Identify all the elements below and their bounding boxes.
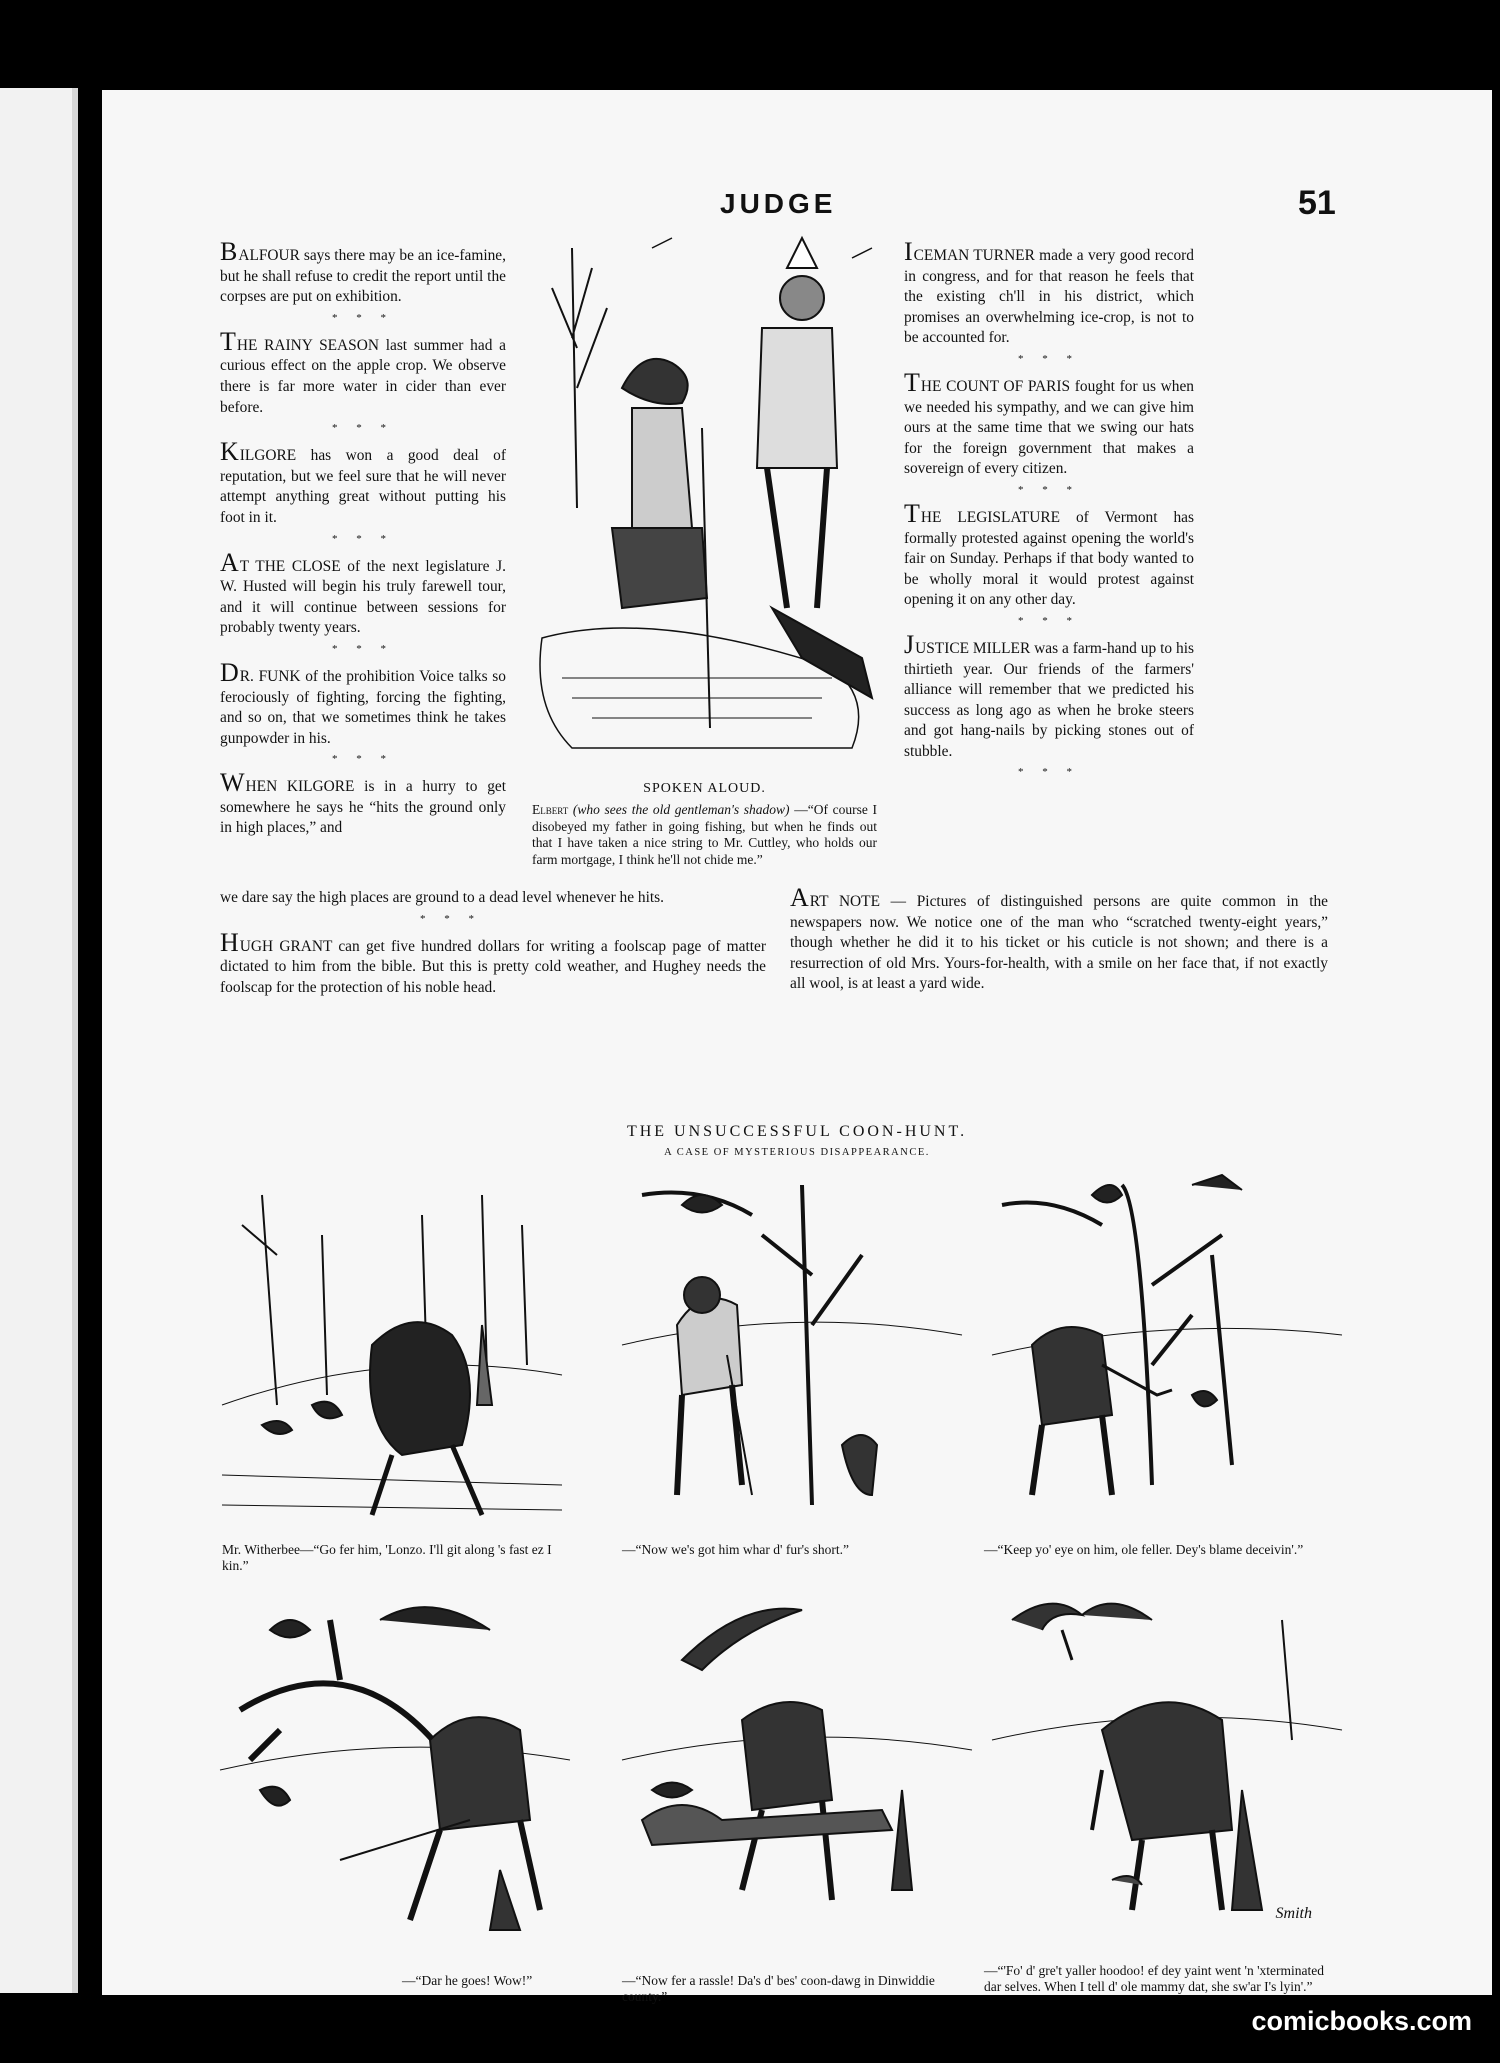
panel-5-caption: —“Now fer a rassle! Da's d' bes' coon-dawg in Dinwiddie county.” xyxy=(622,1973,935,2004)
paragraph-balfour: BALFOUR says there may be an ice-famine, but he shall refuse to credit the report until the corpses are put on exhibition. xyxy=(220,237,506,306)
separator: * * * xyxy=(1018,483,1080,496)
strip-panel-6 xyxy=(992,1590,1342,1965)
page-gutter xyxy=(72,88,78,1993)
strip-title: THE UNSUCCESSFUL COON-HUNT. xyxy=(626,1123,968,1140)
panel-2-drawing xyxy=(622,1175,962,1535)
fishing-scene-drawing xyxy=(532,228,877,763)
separator: * * * xyxy=(332,311,394,324)
illustration-caption xyxy=(532,802,877,868)
strip-panel-1 xyxy=(222,1175,562,1535)
illustration-title: SPOKEN ALOUD. xyxy=(643,781,766,796)
separator: * * * xyxy=(332,422,394,435)
left-page-edge xyxy=(0,88,78,1993)
magazine-page xyxy=(102,90,1492,2004)
panel-4-drawing xyxy=(220,1590,570,1965)
paragraph-justice-miller: JUSTICE MILLER was a farm-hand up to his thirtieth year. Our friends of the farmers' alliance will remember that we predicted his success as long ago as when he broke steers and got hang-nails by picking stones out of stubble. xyxy=(904,629,1194,760)
strip-panel-2 xyxy=(622,1175,962,1535)
magazine-title: JUDGE xyxy=(720,188,837,219)
paragraph-count-of-paris: THE COUNT OF PARIS fought for us when we needed his sympathy, and we can give him ours at the same time that we swing our hats for the foreign government that makes a sovereign of every citizen. xyxy=(904,367,1194,478)
strip-subtitle: A CASE OF MYSTERIOUS DISAPPEARANCE. xyxy=(664,1147,930,1158)
separator: * * * xyxy=(332,753,394,766)
caption-text: —“Of course I disobeyed my father in going fishing, but when he finds out that I have taken a nice string to Mr. Cuttley, who holds our farm mortgage, I think he'll not chide me.” xyxy=(532,802,878,867)
panel-3-caption: —“Keep yo' eye on him, ole feller. Dey's blame deceivin'.” xyxy=(984,1542,1304,1557)
separator: * * * xyxy=(1018,766,1080,779)
right-column xyxy=(904,237,1194,786)
caption-stage-direction: (who sees the old gentleman's shadow) xyxy=(572,802,790,817)
page-header xyxy=(102,184,1492,228)
panel-1-drawing xyxy=(222,1175,562,1535)
separator: * * * xyxy=(332,642,394,655)
panel-2-caption: —“Now we's got him whar d' fur's short.” xyxy=(622,1542,850,1557)
watermark: comicbooks.com xyxy=(1251,2006,1472,2036)
separator: * * * xyxy=(420,912,482,925)
separator: * * * xyxy=(1018,614,1080,627)
separator: * * * xyxy=(332,532,394,545)
paragraph-close: AT THE CLOSE of the next legislature J. W. Husted will begin his truly farewell tour, and it will continue between sessions for probably twenty years. xyxy=(220,547,506,637)
separator: * * * xyxy=(1018,352,1080,365)
page-number: 51 xyxy=(1298,184,1336,222)
strip-panel-5 xyxy=(622,1590,972,1965)
panel-4-caption: —“Dar he goes! Wow!” xyxy=(402,1973,533,1988)
panel-5-drawing xyxy=(622,1590,972,1965)
left-continuation: we dare say the high places are ground to a dead level whenever he hits. * * * HUGH GRANT can get five hundred dollars for writing a foolscap page of matter dictated to him from the bible. But this is pretty cold weather, and Hughey needs the foolscap for the protection of his noble head. xyxy=(220,888,870,1000)
paragraph-funk: DR. FUNK of the prohibition Voice talks so ferociously of fighting, forcing the fighting, and so on, that we sometimes think he takes gunpowder in his. xyxy=(220,657,506,747)
panel-1-caption: Mr. Witherbee—“Go fer him, 'Lonzo. I'll git along 's fast ez I kin.” xyxy=(222,1542,552,1573)
spoken-aloud-illustration xyxy=(532,228,877,763)
strip-panel-4 xyxy=(220,1590,570,1965)
left-column xyxy=(220,237,506,841)
paragraph-hugh-grant: HUGH GRANT can get five hundred dollars for writing a foolscap page of matter dictated to him from the bible. But this is pretty cold weather, and Hughey needs the foolscap for the protection of his noble head. xyxy=(220,927,766,996)
art-note: ART NOTE — Pictures of distinguished persons are quite common in the newspapers now. We notice one of the man who “scratched twenty-eight years,” though whether he did it to his ticket or his cuticle is not shown; and there is a resurrection of old Mrs. Yours-for-health, with a smile on her face that, if not exactly all wool, is at least a yard wide. xyxy=(790,883,1328,993)
paragraph-rainy-season: THE RAINY SEASON last summer had a curious effect on the apple crop. We observe there is far more water in cider than ever before. xyxy=(220,326,506,416)
caption-speaker: Elbert xyxy=(532,802,569,817)
paragraph-legislature: THE LEGISLATURE of Vermont has formally protested against opening the world's fair on Sunday. Perhaps if that body wanted to be wholly moral it would protest against opening it on any other day. xyxy=(904,498,1194,609)
panel-6-caption: —“'Fo' d' gre't yaller hoodoo! ef dey yaint went 'n 'xterminated dar selves. When I tell d' ole mammy dat, she sw'ar I's lyin'.” xyxy=(984,1963,1324,1994)
strip-panel-3 xyxy=(992,1165,1342,1535)
artist-signature: Smith xyxy=(1275,1905,1312,1922)
paragraph-when-kilgore: WHEN KILGORE is in a hurry to get somewhere he says he “hits the ground only in high places,” and xyxy=(220,768,506,837)
paragraph-kilgore: KILGORE has won a good deal of reputation, but we feel sure that he will never attempt anything great without putting his foot in it. xyxy=(220,437,506,526)
paragraph-iceman-turner: ICEMAN TURNER made a very good record in congress, and for that reason he feels that the existing ch'll in his district, which promises an overwhelming ice-crop, is not to be accounted for. xyxy=(904,237,1194,347)
panel-3-drawing xyxy=(992,1165,1342,1535)
